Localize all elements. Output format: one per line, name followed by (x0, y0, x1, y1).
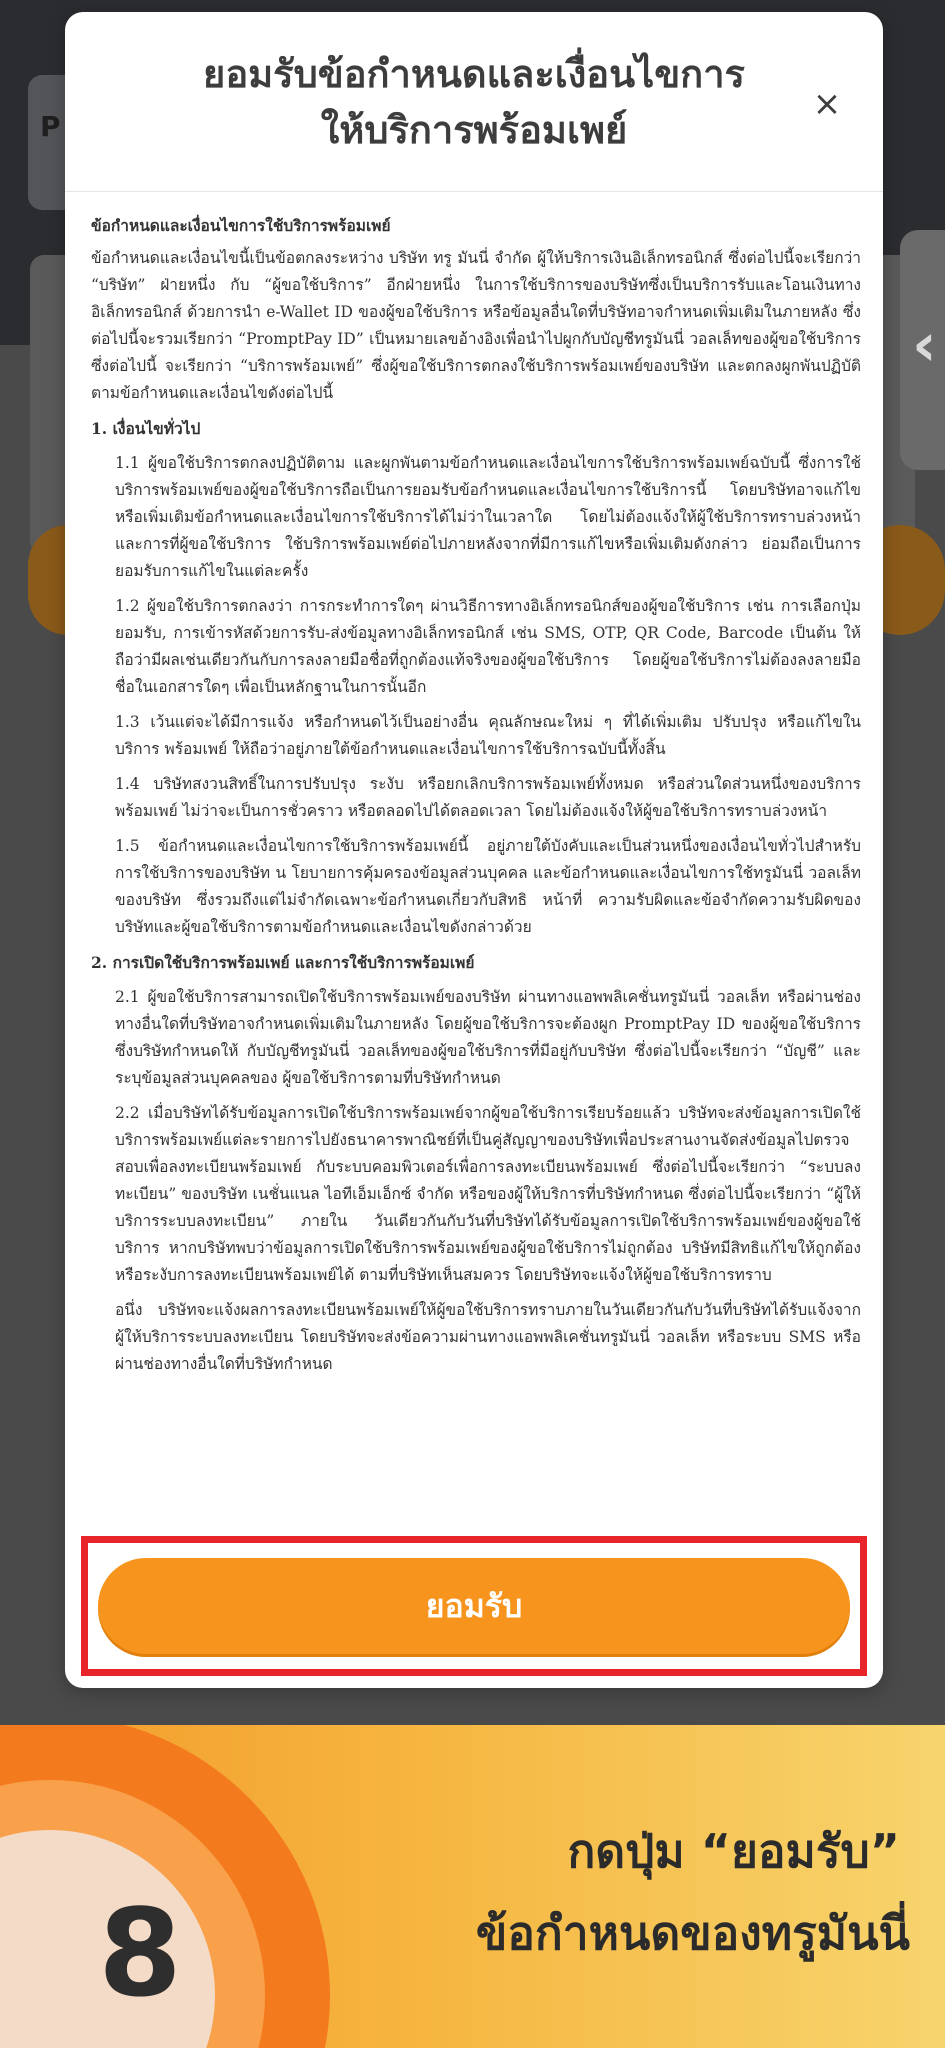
instruction-line-2: ข้อกำหนดของทรูมันนี่ (475, 1906, 910, 1960)
modal-title: ยอมรับข้อกำหนดและเงื่อนไขการให้บริการพร้อมเพย์ (203, 51, 745, 152)
clause-2-1: 2.1 ผู้ขอใช้บริการสามารถเปิดใช้บริการพร้อมเพย์ของบริษัท ผ่านทางแอพพลิเคชั่นทรูมันนี่ วอลเล็ท หรือผ่านช่องทางอื่นใดที่บริษัทอาจกำหนดเพิ่มเติมในภายหลัง โดยผู้ขอใช้บริการจะต้องผูก PromptPay ID ของผู้ขอใช้บริการซึ่งบริษัทกำหนดให้ กับบัญชีทรูมันนี่ วอลเล็ทของผู้ขอใช้บริการที่มีอยู่กับบริษัท ซึ่งต่อไปนี้จะเรียกว่า “บัญชี” และระบุข้อมูลส่วนบุคคลของ ผู้ขอใช้บริการตามที่บริษัทกำหนด (115, 988, 861, 1087)
chevron-left-icon: ‹ (912, 310, 937, 380)
clause-1-1: 1.1 ผู้ขอใช้บริการตกลงปฏิบัติตาม และผูกพันตามข้อกำหนดและเงื่อนไขการใช้บริการพร้อมเพย์ฉบับนี้ ซึ่งการใช้บริการพร้อมเพย์ของผู้ขอใช้บริการถือเป็นการยอมรับข้อกำหนดและเงื่อนไขการใช้บริการนี้ โดยบริษัทอาจแก้ไขหรือเพิ่มเติมข้อกำหนดและเงื่อนไขการใช้บริการได้ไม่ว่าในเวลาใด โดยไม่ต้องแจ้งให้ผู้ใช้บริการทราบล่วงหน้า และการที่ผู้ขอใช้บริการ ใช้บริการพร้อมเพย์ต่อไปภายหลังจากที่มีการแก้ไขหรือเพิ่มเติมดังกล่าว ย่อมถือเป็นการยอมรับการแก้ไขในแต่ละครั้ง (115, 454, 861, 580)
close-icon[interactable]: × (812, 84, 842, 124)
terms-content[interactable] (91, 212, 861, 1532)
background-card-glyph: P (40, 110, 61, 143)
modal-header (65, 12, 883, 192)
clause-1-2: 1.2 ผู้ขอใช้บริการตกลงว่า การกระทำการใดๆ ผ่านวิธีการทางอิเล็กทรอนิกส์ของผู้ขอใช้บริการ เช่น การเลือกปุ่มยอมรับ, การเข้ารหัสด้วยการรับ-ส่งข้อมูลทางอิเล็กทรอนิกส์ เช่น SMS, OTP, QR Code, Barcode เป็นต้น ให้ถือว่ามีผลเช่นเดียวกันกับการลงลายมือชื่อที่ถูกต้องแท้จริงของผู้ขอใช้บริการ โดยผู้ขอใช้บริการไม่ต้องลงลายมือชื่อในเอกสารใดๆ เพื่อเป็นหลักฐานในการนั้นอีก (115, 597, 861, 696)
instruction-banner (0, 1725, 945, 2048)
terms-modal (65, 12, 883, 1688)
accept-button[interactable]: ยอมรับ (98, 1558, 850, 1654)
clause-1-5: 1.5 ข้อกำหนดและเงื่อนไขการใช้บริการพร้อมเพย์นี้ อยู่ภายใต้บังคับและเป็นส่วนหนึ่งของเงื่อนไขทั่วไปสำหรับ การใช้บริการของบริษัท น โยบายการคุ้มครองข้อมูลส่วนบุคคล และข้อกำหนดและเงื่อนไขการใช้ทรูมันนี่ วอลเล็ทของบริษัท ซึ่งรวมถึงแต่ไม่จำกัดเฉพาะข้อกำหนดเกี่ยวกับสิทธิ หน้าที่ ความรับผิดและข้อจำกัดความรับผิดของบริษัทและผู้ขอใช้บริการตามข้อกำหนดและเงื่อนไขดังกล่าวด้วย (115, 837, 861, 936)
step-number: 8 (98, 1885, 182, 2024)
clause-1-4: 1.4 บริษัทสงวนสิทธิ์ในการปรับปรุง ระงับ หรือยกเลิกบริการพร้อมเพย์ทั้งหมด หรือส่วนใดส่วนหนึ่งของบริการพร้อมเพย์ ไม่ว่าจะเป็นการชั่วคราว หรือตลอดไปได้ตลอดเวลา โดยไม่ต้องแจ้งให้ผู้ขอใช้บริการทราบล่วงหน้า (115, 775, 861, 820)
clause-1-3: 1.3 เว้นแต่จะได้มีการแจ้ง หรือกำหนดไว้เป็นอย่างอื่น คุณลักษณะใหม่ ๆ ที่ได้เพิ่มเติม ปรับปรุง หรือแก้ไขในบริการ พร้อมเพย์ ให้ถือว่าอยู่ภายใต้ข้อกำหนดและเงื่อนไขการใช้บริการฉบับนี้ทั้งสิ้น (115, 713, 861, 758)
clause-2-2: 2.2 เมื่อบริษัทได้รับข้อมูลการเปิดใช้บริการพร้อมเพย์จากผู้ขอใช้บริการเรียบร้อยแล้ว บริษัทจะส่งข้อมูลการเปิดใช้บริการพร้อมเพย์แต่ละรายการไปยังธนาคารพาณิชย์ที่เป็นคู่สัญญาของบริษัทเพื่อประสานงานจัดส่งข้อมูลไปตรวจสอบเพื่อลงทะเบียนพร้อมเพย์ กับระบบคอมพิวเตอร์เพื่อการลงทะเบียนพร้อมเพย์ ซึ่งต่อไปนี้จะเรียกว่า “ระบบลงทะเบียน” ของบริษัท เนชั่นแนล ไอทีเอ็มเอ็กซ์ จำกัด หรือของผู้ให้บริการที่บริษัทกำหนด ซึ่งต่อไปนี้จะเรียกว่า “ผู้ให้บริการระบบลงทะเบียน” ภายใน วันเดียวกันกับวันที่บริษัทได้รับข้อมูลการเปิดใช้บริการพร้อมเพย์ของผู้ขอใช้บริการ หากบริษัทพบว่าข้อมูลการเปิดใช้บริการพร้อมเพย์ของผู้ขอใช้บริการไม่ถูกต้อง บริษัทมีสิทธิแก้ไขให้ถูกต้องหรือระงับการลงทะเบียนพร้อมเพย์ได้ ตามที่บริษัทเห็นสมควร โดยบริษัทจะแจ้งให้ผู้ขอใช้บริการทราบ (115, 1104, 861, 1284)
document-intro: ข้อกำหนดและเงื่อนไขนี้เป็นข้อตกลงระหว่าง บริษัท ทรู มันนี่ จำกัด ผู้ให้บริการเงินอิเล็กทรอนิกส์ ซึ่งต่อไปนี้จะเรียกว่า “บริษัท” ฝ่ายหนึ่ง กับ “ผู้ขอใช้บริการ” อีกฝ่ายหนึ่ง ในการใช้บริการของบริษัทซึ่งเป็นบริการรับและโอนเงินทางอิเล็กทรอนิกส์ ด้วยการนำ e-Wallet ID ของผู้ขอใช้บริการ หรือข้อมูลอื่นใดที่บริษัทอาจกำหนดเพิ่มเติมในภายหลัง ซึ่งต่อไปนี้จะรวมเรียกว่า “PromptPay ID” เป็นหมายเลขอ้างอิงเพื่อนำไปผูกกับบัญชีทรูมันนี่ วอลเล็ทของผู้ขอใช้บริการ ซึ่งต่อไปนี้ จะเรียกว่า “บริการพร้อมเพย์” ซึ่งผู้ขอใช้บริการตกลงใช้บริการพร้อมเพย์ของบริษัท และตกลงผูกพันปฏิบัติตามข้อกำหนดและเงื่อนไขดังต่อไปนี้ (91, 249, 861, 402)
document-heading: ข้อกำหนดและเงื่อนไขการใช้บริการพร้อมเพย์ (91, 216, 391, 235)
section-heading: 2. การเปิดใช้บริการพร้อมเพย์ และการใช้บริการพร้อมเพย์ (91, 953, 475, 972)
clause-2-2-note: อนึ่ง บริษัทจะแจ้งผลการลงทะเบียนพร้อมเพย์ให้ผู้ขอใช้บริการทราบภายในวันเดียวกันกับวันที่บริษัทได้รับแจ้งจาก ผู้ให้บริการระบบลงทะเบียน โดยบริษัทจะส่งข้อความผ่านทางแอพพลิเคชั่นทรูมันนี่ วอลเล็ท หรือระบบ SMS หรือผ่านช่องทางอื่นใดที่บริษัทกำหนด (115, 1301, 861, 1373)
accept-highlight-box (81, 1536, 867, 1676)
section-heading: 1. เงื่อนไขทั่วไป (91, 419, 201, 438)
instruction-line-1: กดปุ่ม “ยอมรับ” (567, 1824, 900, 1878)
